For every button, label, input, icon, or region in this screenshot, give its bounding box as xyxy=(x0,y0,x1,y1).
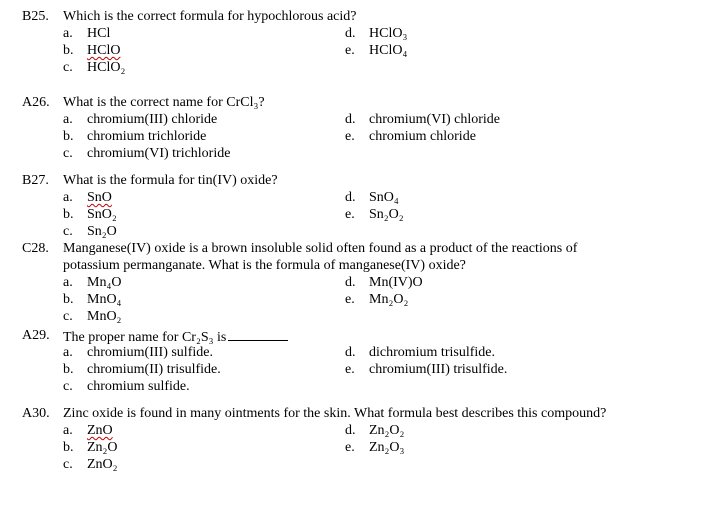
option-letter: c. xyxy=(63,309,73,324)
option-text: chromium sulfide. xyxy=(87,379,190,394)
option-a xyxy=(63,345,213,361)
option-text: HClO₂ xyxy=(87,60,126,75)
option-letter: e. xyxy=(345,362,355,377)
option-letter: b. xyxy=(63,440,74,455)
option-letter: e. xyxy=(345,440,355,455)
option-text: Mn₄O xyxy=(87,275,122,290)
option-letter: e. xyxy=(345,43,355,58)
option-text: Sn₂O xyxy=(87,224,117,239)
option-c xyxy=(63,60,125,76)
option-b xyxy=(63,292,121,308)
answer-blank xyxy=(228,328,288,341)
option-letter: b. xyxy=(63,362,74,377)
option-text: chromium(III) trisulfide. xyxy=(369,362,508,377)
option-letter: b. xyxy=(63,129,74,144)
option-b xyxy=(63,440,118,456)
question-number: B27. xyxy=(22,173,49,188)
option-letter: b. xyxy=(63,207,74,222)
option-e xyxy=(345,440,404,456)
option-d xyxy=(345,423,404,439)
option-letter: c. xyxy=(63,379,73,394)
option-text: Sn₂O₂ xyxy=(369,207,404,222)
option-letter: c. xyxy=(63,146,73,161)
option-text: chromium(VI) chloride xyxy=(369,112,501,127)
option-letter: b. xyxy=(63,292,74,307)
option-a xyxy=(63,275,121,291)
option-letter: a. xyxy=(63,190,73,205)
option-c xyxy=(63,146,230,162)
option-b xyxy=(63,207,117,223)
option-e xyxy=(345,362,507,378)
option-text: Zn₂O₃ xyxy=(369,440,405,455)
option-letter: b. xyxy=(63,43,74,58)
option-letter: d. xyxy=(345,190,356,205)
option-text: HClO₄ xyxy=(369,43,408,58)
option-a xyxy=(63,423,113,439)
option-e xyxy=(345,207,404,223)
option-c xyxy=(63,309,121,325)
option-letter: d. xyxy=(345,112,356,127)
option-text: dichromium trisulfide. xyxy=(369,345,495,360)
option-text: HClO₃ xyxy=(369,26,408,41)
question-text: The proper name for Cr₂S₃ is xyxy=(63,330,227,345)
option-letter: a. xyxy=(63,423,73,438)
option-text: SnO₂ xyxy=(87,207,117,222)
option-text: SnO xyxy=(87,190,112,205)
option-a xyxy=(63,26,110,42)
option-d xyxy=(345,190,399,206)
option-c xyxy=(63,224,117,240)
option-text: SnO₄ xyxy=(369,190,399,205)
question-text: What is the formula for tin(IV) oxide? xyxy=(63,173,278,188)
option-letter: c. xyxy=(63,457,73,472)
option-letter: a. xyxy=(63,345,73,360)
option-text: chromium(VI) trichloride xyxy=(87,146,231,161)
question-number: C28. xyxy=(22,241,49,256)
question-text: Which is the correct formula for hypochlorous acid? xyxy=(63,9,357,24)
option-b xyxy=(63,43,120,59)
option-text: chromium(III) sulfide. xyxy=(87,345,213,360)
question-number: B25. xyxy=(22,9,49,24)
option-c xyxy=(63,379,190,395)
option-text: ZnO₂ xyxy=(87,457,118,472)
question-number: A29. xyxy=(22,328,50,343)
option-b xyxy=(63,129,206,145)
option-text: chromium trichloride xyxy=(87,129,207,144)
option-letter: d. xyxy=(345,423,356,438)
option-e xyxy=(345,129,476,145)
option-letter: e. xyxy=(345,129,355,144)
option-b xyxy=(63,362,221,378)
option-text: HClO xyxy=(87,43,121,58)
option-letter: c. xyxy=(63,60,73,75)
option-text: Zn₂O₂ xyxy=(369,423,405,438)
question-text: What is the correct name for CrCl₃? xyxy=(63,95,265,110)
option-text: HCl xyxy=(87,26,111,41)
option-text: chromium(III) chloride xyxy=(87,112,218,127)
option-letter: a. xyxy=(63,26,73,41)
option-a xyxy=(63,112,217,128)
option-letter: e. xyxy=(345,207,355,222)
option-letter: d. xyxy=(345,275,356,290)
option-text: Mn(IV)O xyxy=(369,275,423,290)
option-letter: d. xyxy=(345,345,356,360)
option-text: Zn₂O xyxy=(87,440,118,455)
question-text: Zinc oxide is found in many ointments for the skin. What formula best describes this compound? xyxy=(63,406,607,421)
option-text: Mn₂O₂ xyxy=(369,292,409,307)
option-a xyxy=(63,190,112,206)
option-d xyxy=(345,345,495,361)
question-number: A30. xyxy=(22,406,50,421)
option-e xyxy=(345,292,408,308)
option-text: MnO₄ xyxy=(87,292,122,307)
option-letter: c. xyxy=(63,224,73,239)
question-text: Manganese(IV) oxide is a brown insoluble solid often found as a product of the reactions of xyxy=(63,241,578,256)
option-c xyxy=(63,457,118,473)
option-text: ZnO xyxy=(87,423,113,438)
option-text: chromium(II) trisulfide. xyxy=(87,362,221,377)
option-e xyxy=(345,43,407,59)
option-letter: e. xyxy=(345,292,355,307)
option-d xyxy=(345,26,407,42)
question-number: A26. xyxy=(22,95,50,110)
option-text: chromium chloride xyxy=(369,129,476,144)
option-d xyxy=(345,112,500,128)
question-text-continued: potassium permanganate. What is the formula of manganese(IV) oxide? xyxy=(63,258,466,273)
option-text: MnO₂ xyxy=(87,309,122,324)
option-letter: d. xyxy=(345,26,356,41)
option-letter: a. xyxy=(63,112,73,127)
option-letter: a. xyxy=(63,275,73,290)
option-d xyxy=(345,275,423,291)
question-text-line xyxy=(63,328,288,344)
